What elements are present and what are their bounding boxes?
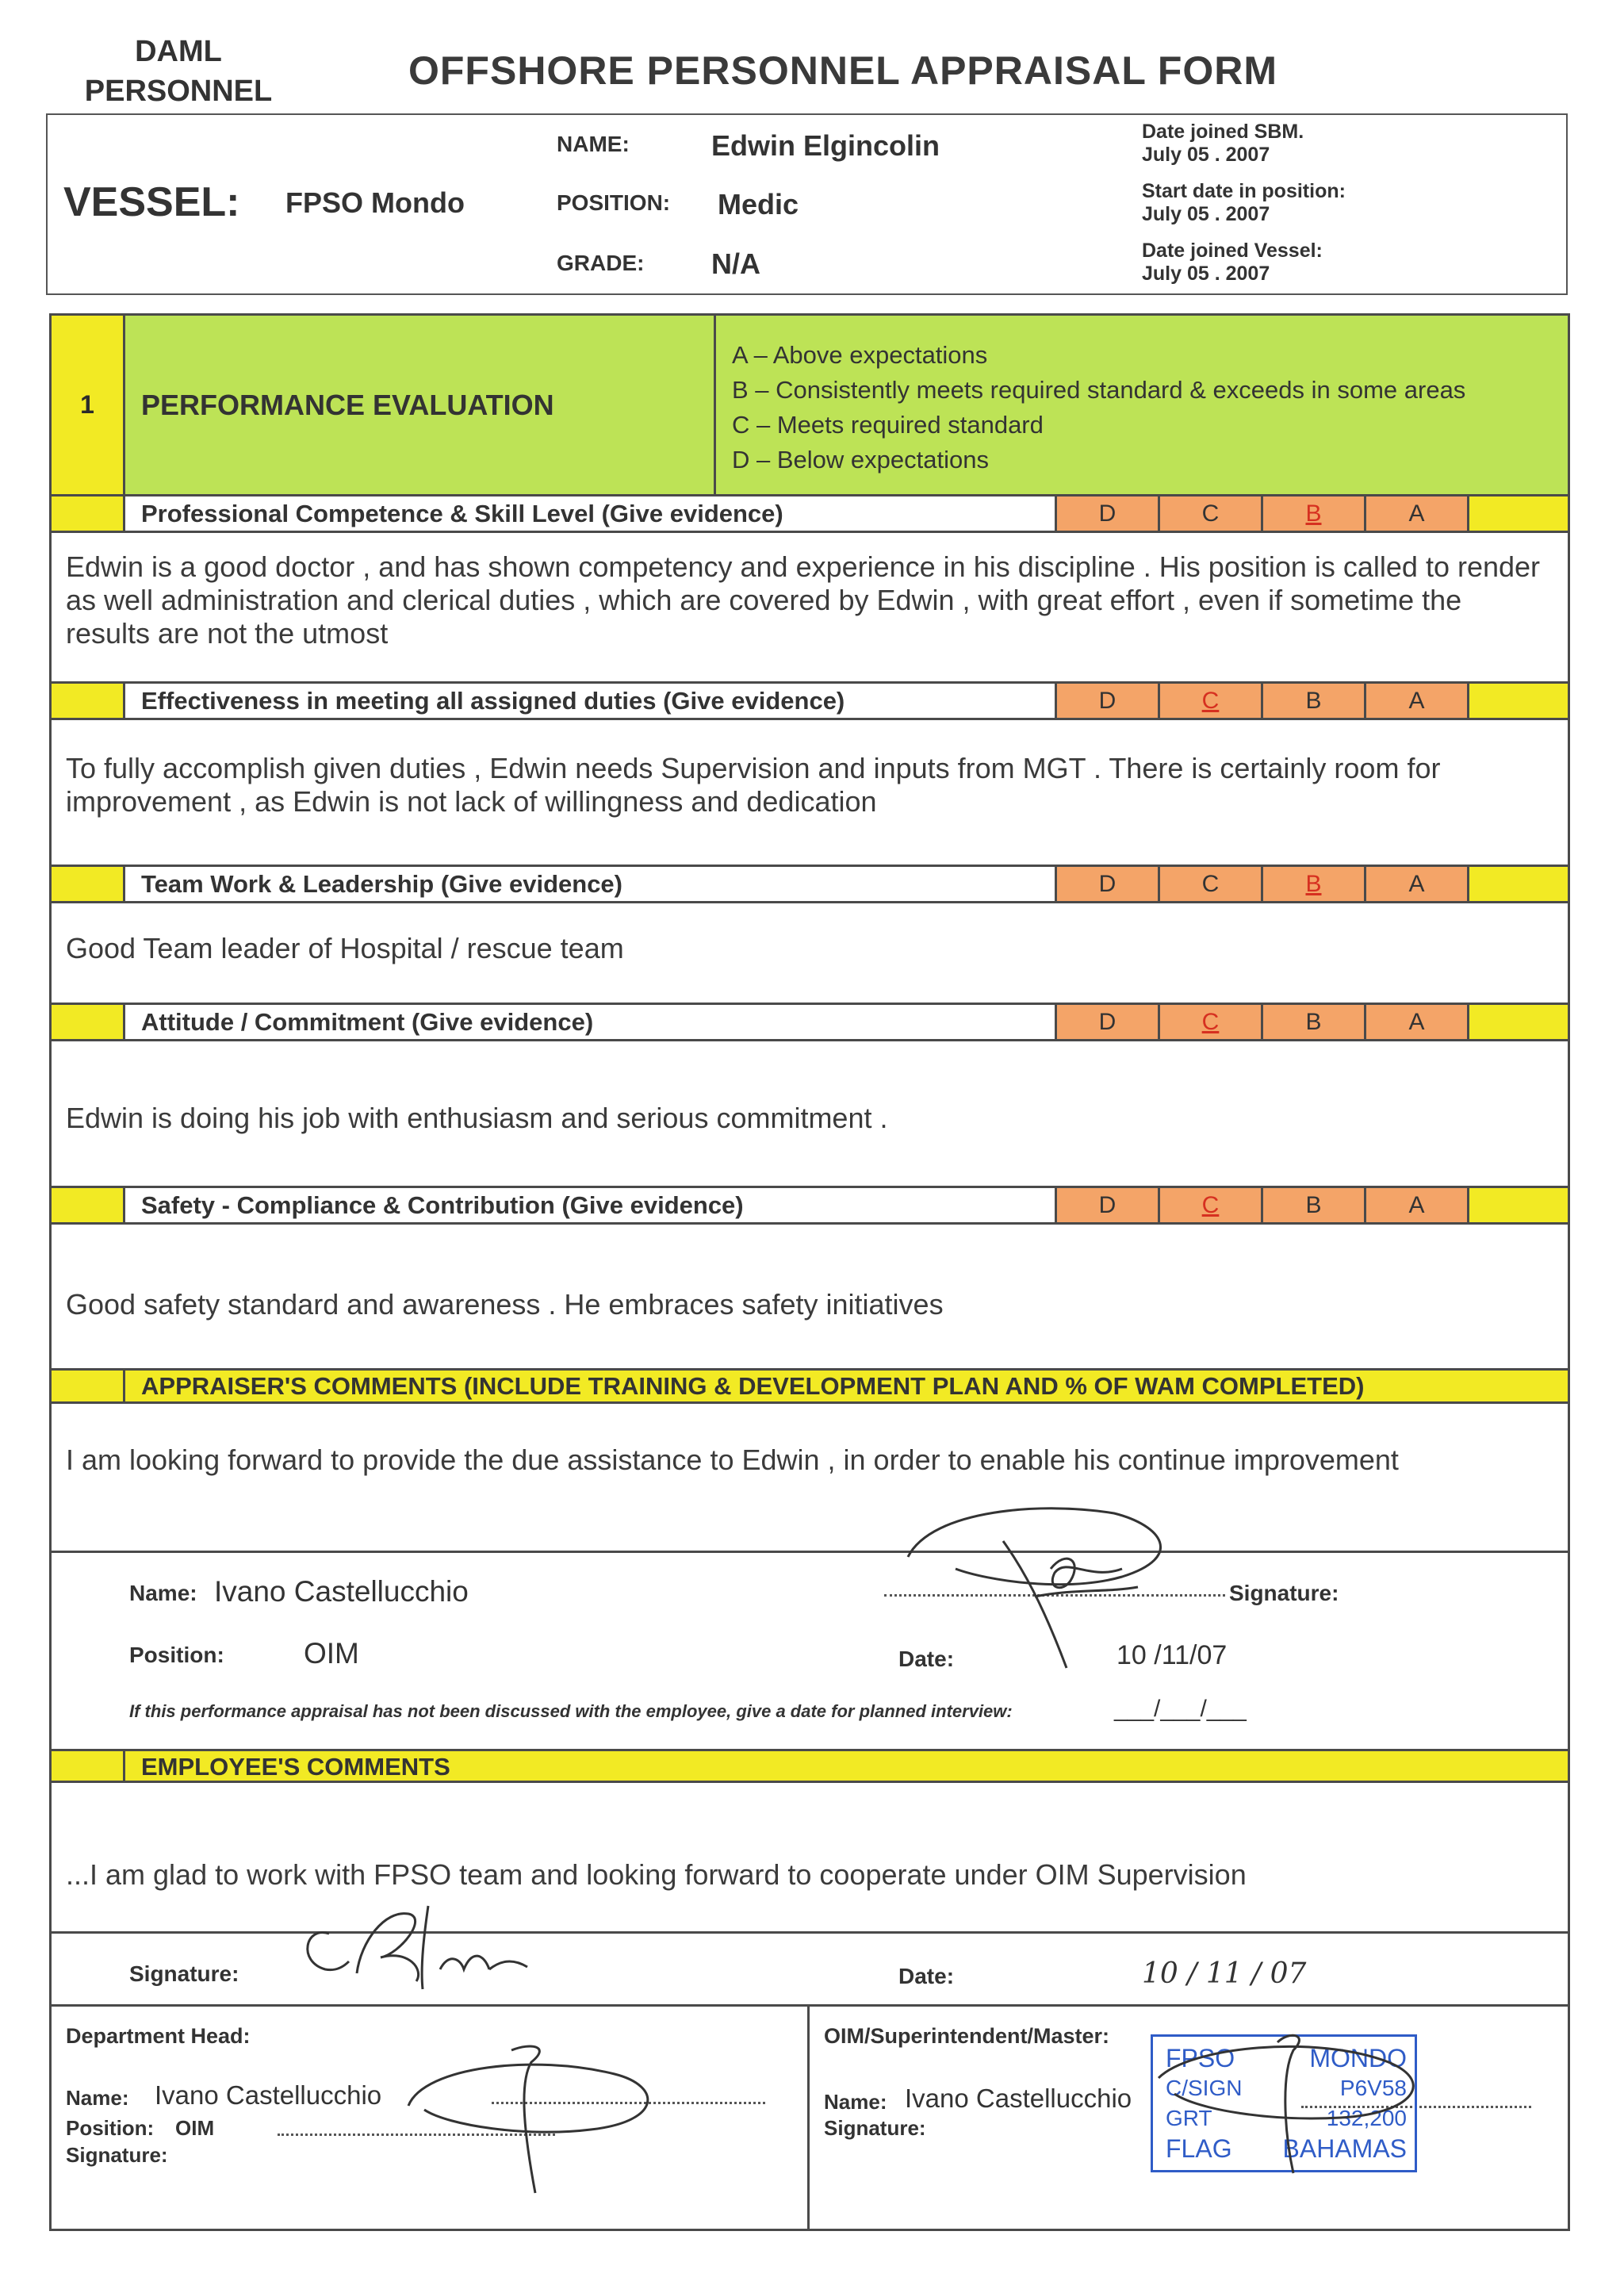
position-label: POSITION: (557, 190, 671, 215)
criterion-title: Team Work & Leadership (Give evidence) (125, 867, 1057, 901)
appraiser-position-label: Position: (129, 1643, 224, 1667)
dept-head-signature-drawing (393, 2019, 678, 2201)
employee-date-label: Date: (898, 1964, 955, 1988)
appraiser-signature-block (52, 1553, 1568, 1751)
grade-option-d[interactable]: D (1057, 496, 1160, 531)
section-number: 1 (52, 316, 125, 494)
dept-name-label: Name: (66, 2086, 129, 2110)
oim-name-value: Ivano Castellucchio (905, 2084, 1132, 2113)
scale-d: D – Below expectations (732, 446, 989, 473)
date-joined-sbm-label: Date joined SBM. (1142, 121, 1304, 143)
appraiser-comments-header (52, 1371, 1568, 1404)
grade-options (1057, 1005, 1469, 1039)
grade-option-b[interactable]: B (1263, 1188, 1366, 1222)
dept-signature-label: Signature: (66, 2143, 168, 2167)
stamp-text: FPSO (1166, 2044, 1235, 2072)
stamp-text: P6V58 (1339, 2076, 1407, 2100)
date-joined-sbm-value: July 05 . 2007 (1142, 144, 1270, 166)
appraiser-name-value: Ivano Castellucchio (214, 1575, 469, 1608)
org-line-1: DAML (135, 35, 222, 68)
oim-signature-label: Signature: (824, 2116, 926, 2140)
appraiser-comment: I am looking forward to provide the due assistance to Edwin , in order to enable his continue improvement (52, 1404, 1568, 1553)
criterion-title: Professional Competence & Skill Level (Give evidence) (125, 496, 1057, 531)
appraiser-comments-title: APPRAISER'S COMMENTS (INCLUDE TRAINING & DEVELOPMENT PLAN AND % OF WAM COMPLETED) (141, 1372, 1365, 1400)
criterion-header (52, 496, 1568, 533)
grade-option-c[interactable]: C (1160, 496, 1263, 531)
grade-option-c[interactable]: C (1160, 1188, 1263, 1222)
name-label: NAME: (557, 132, 630, 156)
employee-signature-drawing (282, 1894, 615, 1997)
date-joined-vessel-value: July 05 . 2007 (1142, 263, 1270, 285)
stamp-text: GRT (1166, 2106, 1212, 2130)
grade-option-d[interactable]: D (1057, 1005, 1160, 1039)
criterion-header (52, 867, 1568, 903)
grade-option-b[interactable]: B (1263, 867, 1366, 901)
date-joined-vessel (1142, 240, 1323, 286)
criterion-evidence: Edwin is a good doctor , and has shown competency and experience in his discipline . His position is called to render as well administration and clerical duties , which are covered by Edwin , with great effort , even if sometime the results are not the utmost (52, 533, 1568, 684)
position-value: Medic (718, 188, 799, 220)
criterion-header (52, 1188, 1568, 1225)
stamp-text: 132,200 (1326, 2106, 1407, 2130)
grade-option-a[interactable]: A (1366, 867, 1469, 901)
grade-options (1057, 867, 1469, 901)
grade-option-b[interactable]: B (1263, 496, 1366, 531)
interview-note: If this performance appraisal has not been discussed with the employee, give a date for planned interview: (129, 1701, 1013, 1721)
grade-option-c[interactable]: C (1160, 867, 1263, 901)
appraiser-signature-label: Signature: (1229, 1581, 1339, 1605)
evaluation-header (52, 316, 1568, 496)
grade-option-d[interactable]: D (1057, 684, 1160, 718)
grade-option-a[interactable]: A (1366, 496, 1469, 531)
scale-b: B – Consistently meets required standard & exceeds in some areas (732, 376, 1466, 404)
start-date-position (1142, 180, 1346, 226)
evaluation-title: PERFORMANCE EVALUATION (125, 316, 716, 494)
grade-option-a[interactable]: A (1366, 1005, 1469, 1039)
start-date-value: July 05 . 2007 (1142, 203, 1270, 225)
criterion-header (52, 1005, 1568, 1041)
stamp-text: FLAG (1166, 2134, 1232, 2163)
employee-comments-title: EMPLOYEE'S COMMENTS (141, 1753, 450, 1781)
evaluation-table (49, 313, 1570, 2231)
start-date-label: Start date in position: (1142, 180, 1346, 202)
oim-label: OIM/Superintendent/Master: (824, 2024, 1110, 2048)
date-joined-vessel-label: Date joined Vessel: (1142, 240, 1323, 262)
employee-date-value: 10 / 11 / 07 (1142, 1957, 1307, 1990)
grade-options (1057, 684, 1469, 718)
dept-head-label: Department Head: (66, 2024, 251, 2048)
grade-options (1057, 496, 1469, 531)
criterion-evidence: To fully accomplish given duties , Edwin needs Supervision and inputs from MGT . There is certainly room for improvement , as Edwin is not lack of willingness and dedication (52, 720, 1568, 867)
date-joined-sbm (1142, 121, 1304, 167)
criterion-title: Effectiveness in meeting all assigned duties (Give evidence) (125, 684, 1057, 718)
dept-name-value: Ivano Castellucchio (155, 2080, 382, 2110)
criterion-title: Attitude / Commitment (Give evidence) (125, 1005, 1057, 1039)
criterion-evidence: Good safety standard and awareness . He embraces safety initiatives (52, 1225, 1568, 1371)
grade-option-a[interactable]: A (1366, 1188, 1469, 1222)
organization-name (63, 32, 293, 111)
grade-option-d[interactable]: D (1057, 867, 1160, 901)
grade-value: N/A (711, 247, 760, 280)
form-title: OFFSHORE PERSONNEL APPRAISAL FORM (408, 48, 1278, 93)
grade-option-c[interactable]: C (1160, 684, 1263, 718)
oim-name-label: Name: (824, 2090, 887, 2114)
oim-box (810, 2007, 1568, 2229)
org-line-2: PERSONNEL (84, 75, 273, 108)
criterion-title: Safety - Compliance & Contribution (Give evidence) (125, 1188, 1057, 1222)
criterion-header (52, 684, 1568, 720)
name-value: Edwin Elgincolin (711, 129, 940, 162)
stamp-text: MONDO (1309, 2044, 1407, 2072)
grade-label: GRADE: (557, 251, 645, 275)
grade-option-c[interactable]: C (1160, 1005, 1263, 1039)
scale-a: A – Above expectations (732, 341, 988, 369)
grade-option-a[interactable]: A (1366, 684, 1469, 718)
department-head-box (52, 2007, 810, 2229)
criterion-evidence: Good Team leader of Hospital / rescue team (52, 903, 1568, 1005)
dept-position-label: Position: (66, 2116, 155, 2140)
interview-date-field[interactable]: ___/___/___ (1114, 1696, 1247, 1722)
employee-comment: ...I am glad to work with FPSO team and looking forward to cooperate under OIM Supervision (52, 1783, 1568, 1934)
appraiser-name-label: Name: (129, 1581, 197, 1605)
grade-option-d[interactable]: D (1057, 1188, 1160, 1222)
grade-option-b[interactable]: B (1263, 1005, 1366, 1039)
appraiser-date-label: Date: (898, 1647, 955, 1671)
stamp-text: BAHAMAS (1282, 2134, 1407, 2163)
scale-c: C – Meets required standard (732, 411, 1044, 439)
oim-signature-drawing (1143, 2019, 1444, 2177)
vessel-value: FPSO Mondo (285, 186, 465, 219)
employee-comments-header (52, 1751, 1568, 1783)
grade-option-b[interactable]: B (1263, 684, 1366, 718)
employee-signature-label: Signature: (129, 1961, 239, 1986)
stamp-text: C/SIGN (1166, 2076, 1243, 2100)
dept-position-value: OIM (175, 2116, 215, 2140)
rating-scale (716, 316, 1568, 494)
appraiser-date-value: 10 /11/07 (1116, 1640, 1228, 1670)
grade-options (1057, 1188, 1469, 1222)
approvals-block (52, 2007, 1568, 2229)
appraiser-signature-drawing (884, 1493, 1257, 1676)
appraiser-position-value: OIM (304, 1637, 359, 1670)
vessel-label: VESSEL: (63, 179, 240, 225)
employee-signature-block (52, 1934, 1568, 2007)
criterion-evidence: Edwin is doing his job with enthusiasm and serious commitment . (52, 1041, 1568, 1188)
